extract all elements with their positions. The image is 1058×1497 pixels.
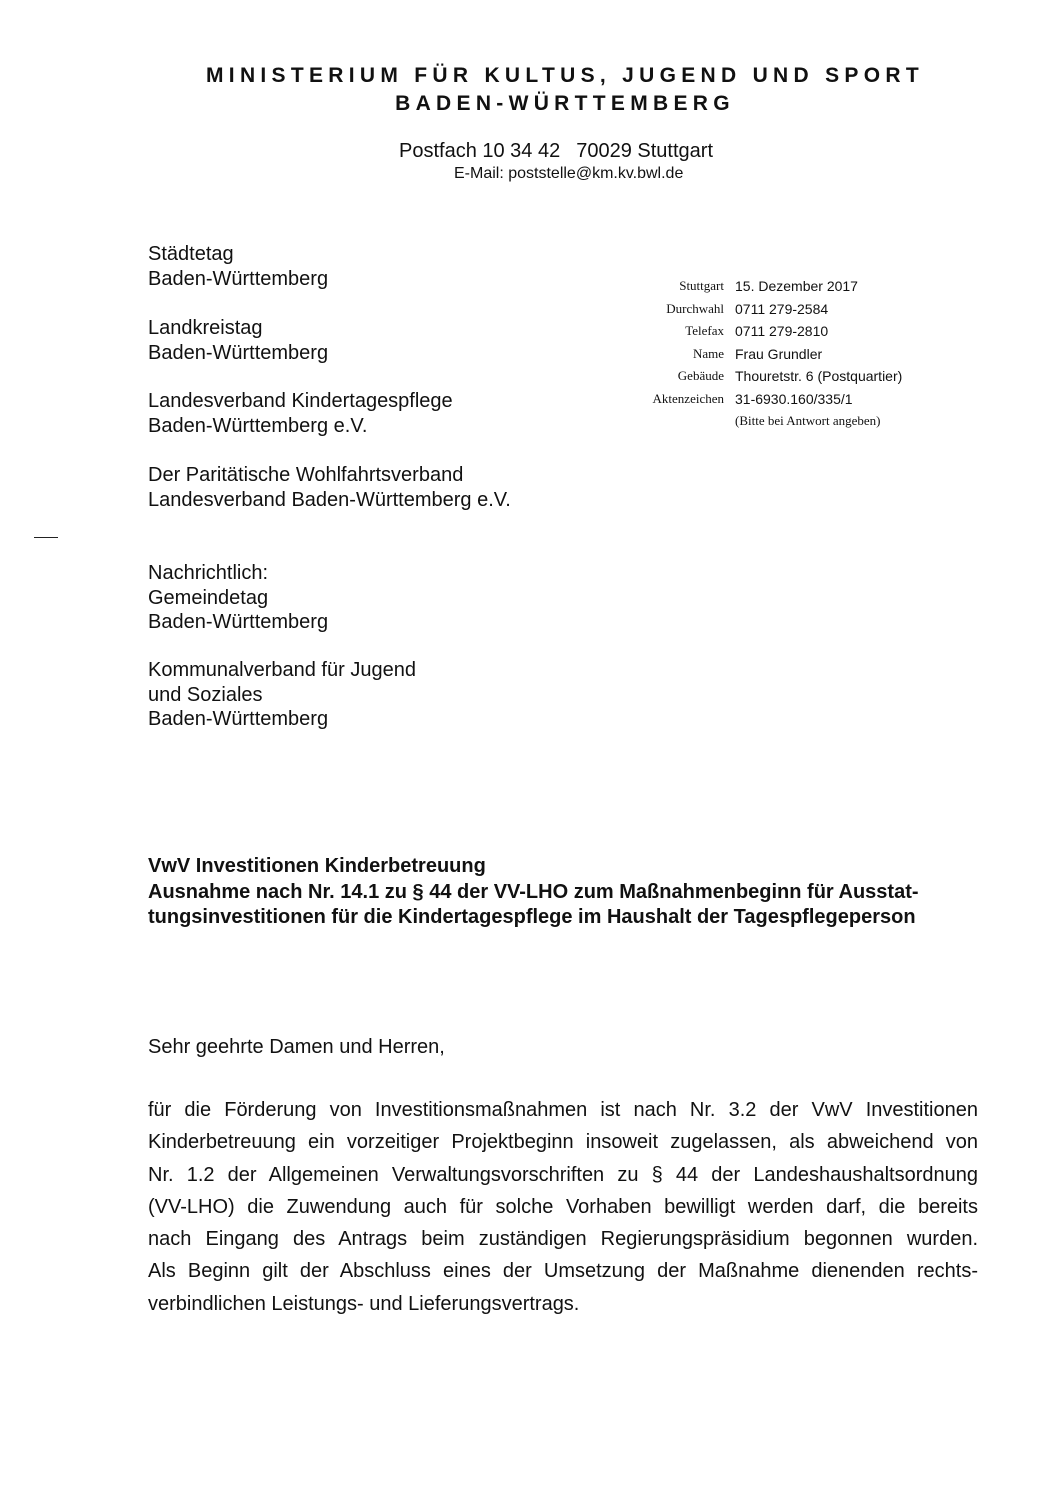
meta-row-date (610, 275, 902, 298)
cc-heading: Nachrichtlich: (148, 562, 269, 584)
meta-row-name (610, 343, 902, 366)
meta-row-gebaeude (610, 365, 902, 388)
cc-kvjs (148, 658, 416, 732)
recipient-line: Baden-Württemberg e.V. (148, 414, 368, 437)
recipient-line: Baden-Württemberg (148, 267, 329, 290)
fold-mark (34, 537, 58, 538)
cc-block (148, 561, 328, 635)
salutation: Sehr geehrte Damen und Herren, (148, 1036, 445, 1058)
recipient-line: Der Paritätische Wohlfahrtsverband (148, 464, 464, 486)
postal-address (399, 138, 713, 164)
meta-row-aktenzeichen (610, 388, 902, 411)
ministry-header (0, 62, 1058, 118)
meta-value: 15. Dezember 2017 (735, 278, 858, 294)
ministry-state: BADEN-WÜRTTEMBERG (395, 92, 735, 115)
meta-value: 31-6930.160/335/1 (735, 390, 853, 407)
meta-value: 0711 279-2810 (735, 323, 829, 339)
meta-key: Aktenzeichen (652, 390, 724, 406)
body-line: Als Beginn gilt der Abschluss eines der Umsetzung der Maßnahme dienenden rechts- (148, 1260, 978, 1283)
subject-detail: tungsinvestitionen für die Kindertagespflege im Haushalt der Tagespflegeperson (148, 906, 916, 928)
recipient-line: Städtetag (148, 243, 234, 265)
subject-line (148, 854, 919, 931)
meta-value: 0711 279-2584 (735, 300, 829, 317)
recipient-line: Landesverband Kindertagespflege (148, 390, 453, 412)
recipient-paritaetische (148, 463, 511, 512)
cc-line: Kommunalverband für Jugend (148, 659, 416, 681)
meta-value: Frau Grundler (735, 345, 823, 362)
letter-body (148, 1094, 978, 1320)
meta-row-durchwahl (610, 298, 902, 321)
meta-key: Gebäude (677, 368, 724, 383)
subject-detail: Ausnahme nach Nr. 14.1 zu § 44 der VV-LHO zum Maßnahmenbeginn für Ausstat- (148, 880, 919, 903)
meta-value: Thouretstr. 6 (Postquartier) (735, 368, 903, 384)
meta-key: Name (692, 345, 724, 361)
cc-line: Baden-Württemberg (148, 611, 329, 633)
recipient-line: Baden-Württemberg (148, 341, 329, 364)
body-line: (VV-LHO) die Zuwendung auch für solche Vorhaben bewilligt werden darf, die bereits (148, 1195, 978, 1218)
recipient-kindertagespflege (148, 389, 453, 438)
recipient-landkreistag (148, 316, 328, 365)
meta-key: Durchwahl (666, 300, 724, 316)
subject-title: VwV Investitionen Kinderbetreuung (148, 855, 486, 877)
postcode-city: 70029 Stuttgart (576, 140, 714, 162)
body-line: verbindlichen Leistungs- und Lieferungsvertrags. (148, 1292, 580, 1315)
ministry-name: MINISTERIUM FÜR KULTUS, JUGEND UND SPORT (206, 64, 924, 87)
reference-block (610, 275, 902, 433)
cc-line: und Soziales (148, 683, 263, 706)
body-line: nach Eingang des Antrags beim zuständigen Regierungspräsidium begonnen wurden. (148, 1228, 978, 1251)
cc-line: Gemeindetag (148, 586, 269, 609)
recipient-line: Landkreistag (148, 317, 263, 339)
body-line: Kinderbetreuung ein vorzeitiger Projektbeginn insoweit zugelassen, als abweichend von (148, 1131, 978, 1154)
cc-line: Baden-Württemberg (148, 708, 329, 730)
email-address: E-Mail: poststelle@km.kv.bwl.de (454, 165, 684, 182)
reference-note: (Bitte bei Antwort angeben) (735, 413, 881, 428)
postfach: Postfach 10 34 42 (399, 140, 561, 162)
body-line: für die Förderung von Investitionsmaßnahmen ist nach Nr. 3.2 der VwV Investitionen (148, 1099, 978, 1121)
meta-row-telefax (610, 320, 902, 343)
body-line: Nr. 1.2 der Allgemeinen Verwaltungsvorschriften zu § 44 der Landeshaushaltsordnung (148, 1163, 978, 1186)
meta-key: Telefax (685, 323, 724, 338)
meta-key: Stuttgart (679, 278, 724, 293)
recipient-line: Landesverband Baden-Württemberg e.V. (148, 488, 511, 511)
recipient-staedtetag (148, 242, 328, 291)
